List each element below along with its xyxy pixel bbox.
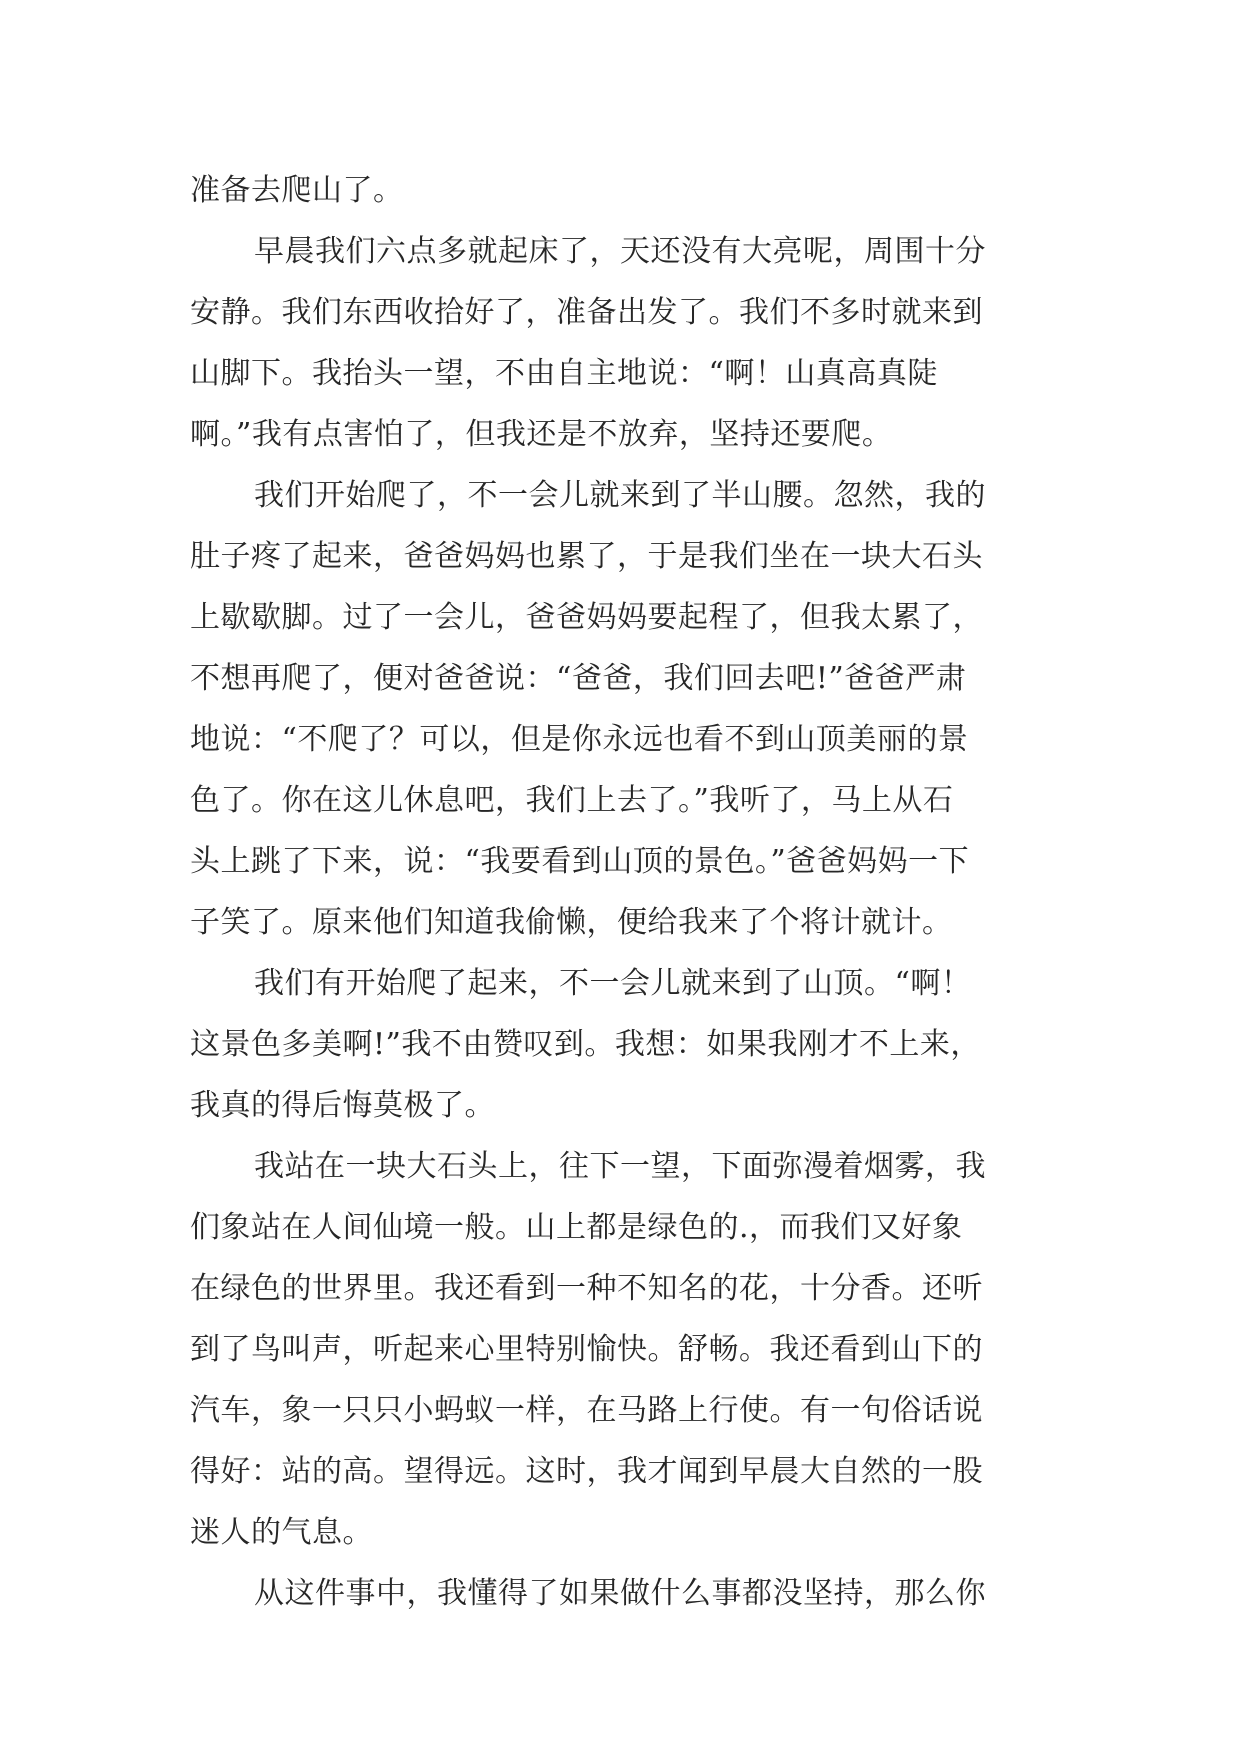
text-line: 色了。你在这儿休息吧，我们上去了。”我听了，马上从石 (190, 783, 954, 818)
essay-body (190, 160, 1070, 1624)
text-line: 早晨我们六点多就起床了，天还没有大亮呢，周围十分 (254, 234, 986, 269)
text-line: 汽车，象一只只小蚂蚁一样，在马路上行使。有一句俗话说 (190, 1393, 983, 1428)
text-line: 我们开始爬了，不一会儿就来到了半山腰。忽然，我的 (254, 478, 986, 513)
text-line: 啊。”我有点害怕了，但我还是不放弃，坚持还要爬。 (190, 417, 893, 452)
text-line: 这景色多美啊!”我不由赞叹到。我想：如果我刚才不上来， (190, 1027, 981, 1062)
text-line: 我站在一块大石头上，往下一望，下面弥漫着烟雾，我 (254, 1149, 986, 1184)
text-line: 迷人的气息。 (190, 1515, 373, 1550)
text-line: 我真的得后悔莫极了。 (190, 1088, 495, 1123)
text-line: 到了鸟叫声，听起来心里特别愉快。舒畅。我还看到山下的 (190, 1332, 983, 1367)
text-line: 不想再爬了，便对爸爸说：“爸爸，我们回去吧!”爸爸严肃 (190, 661, 967, 696)
text-line: 得好：站的高。望得远。这时，我才闻到早晨大自然的一股 (190, 1454, 983, 1489)
text-line: 地说：“不爬了？可以，但是你永远也看不到山顶美丽的景 (190, 722, 969, 757)
text-line: 安静。我们东西收拾好了，准备出发了。我们不多时就来到 (190, 295, 983, 330)
text-line: 头上跳了下来，说：“我要看到山顶的景色。”爸爸妈妈一下 (190, 844, 970, 879)
text-line: 准备去爬山了。 (190, 173, 404, 208)
text-line: 上歇歇脚。过了一会儿，爸爸妈妈要起程了，但我太累了， (190, 600, 983, 635)
text-line: 肚子疼了起来，爸爸妈妈也累了，于是我们坐在一块大石头 (190, 539, 983, 574)
text-line: 我们有开始爬了起来，不一会儿就来到了山顶。“啊！ (254, 966, 972, 1001)
text-line: 子笑了。原来他们知道我偷懒，便给我来了个将计就计。 (190, 905, 953, 940)
text-line: 山脚下。我抬头一望，不由自主地说：“啊！山真高真陡 (190, 356, 938, 391)
text-line: 从这件事中，我懂得了如果做什么事都没坚持，那么你 (254, 1576, 986, 1611)
text-line: 在绿色的世界里。我还看到一种不知名的花，十分香。还听 (190, 1271, 983, 1306)
text-line: 们象站在人间仙境一般。山上都是绿色的.，而我们又好象 (190, 1210, 963, 1245)
